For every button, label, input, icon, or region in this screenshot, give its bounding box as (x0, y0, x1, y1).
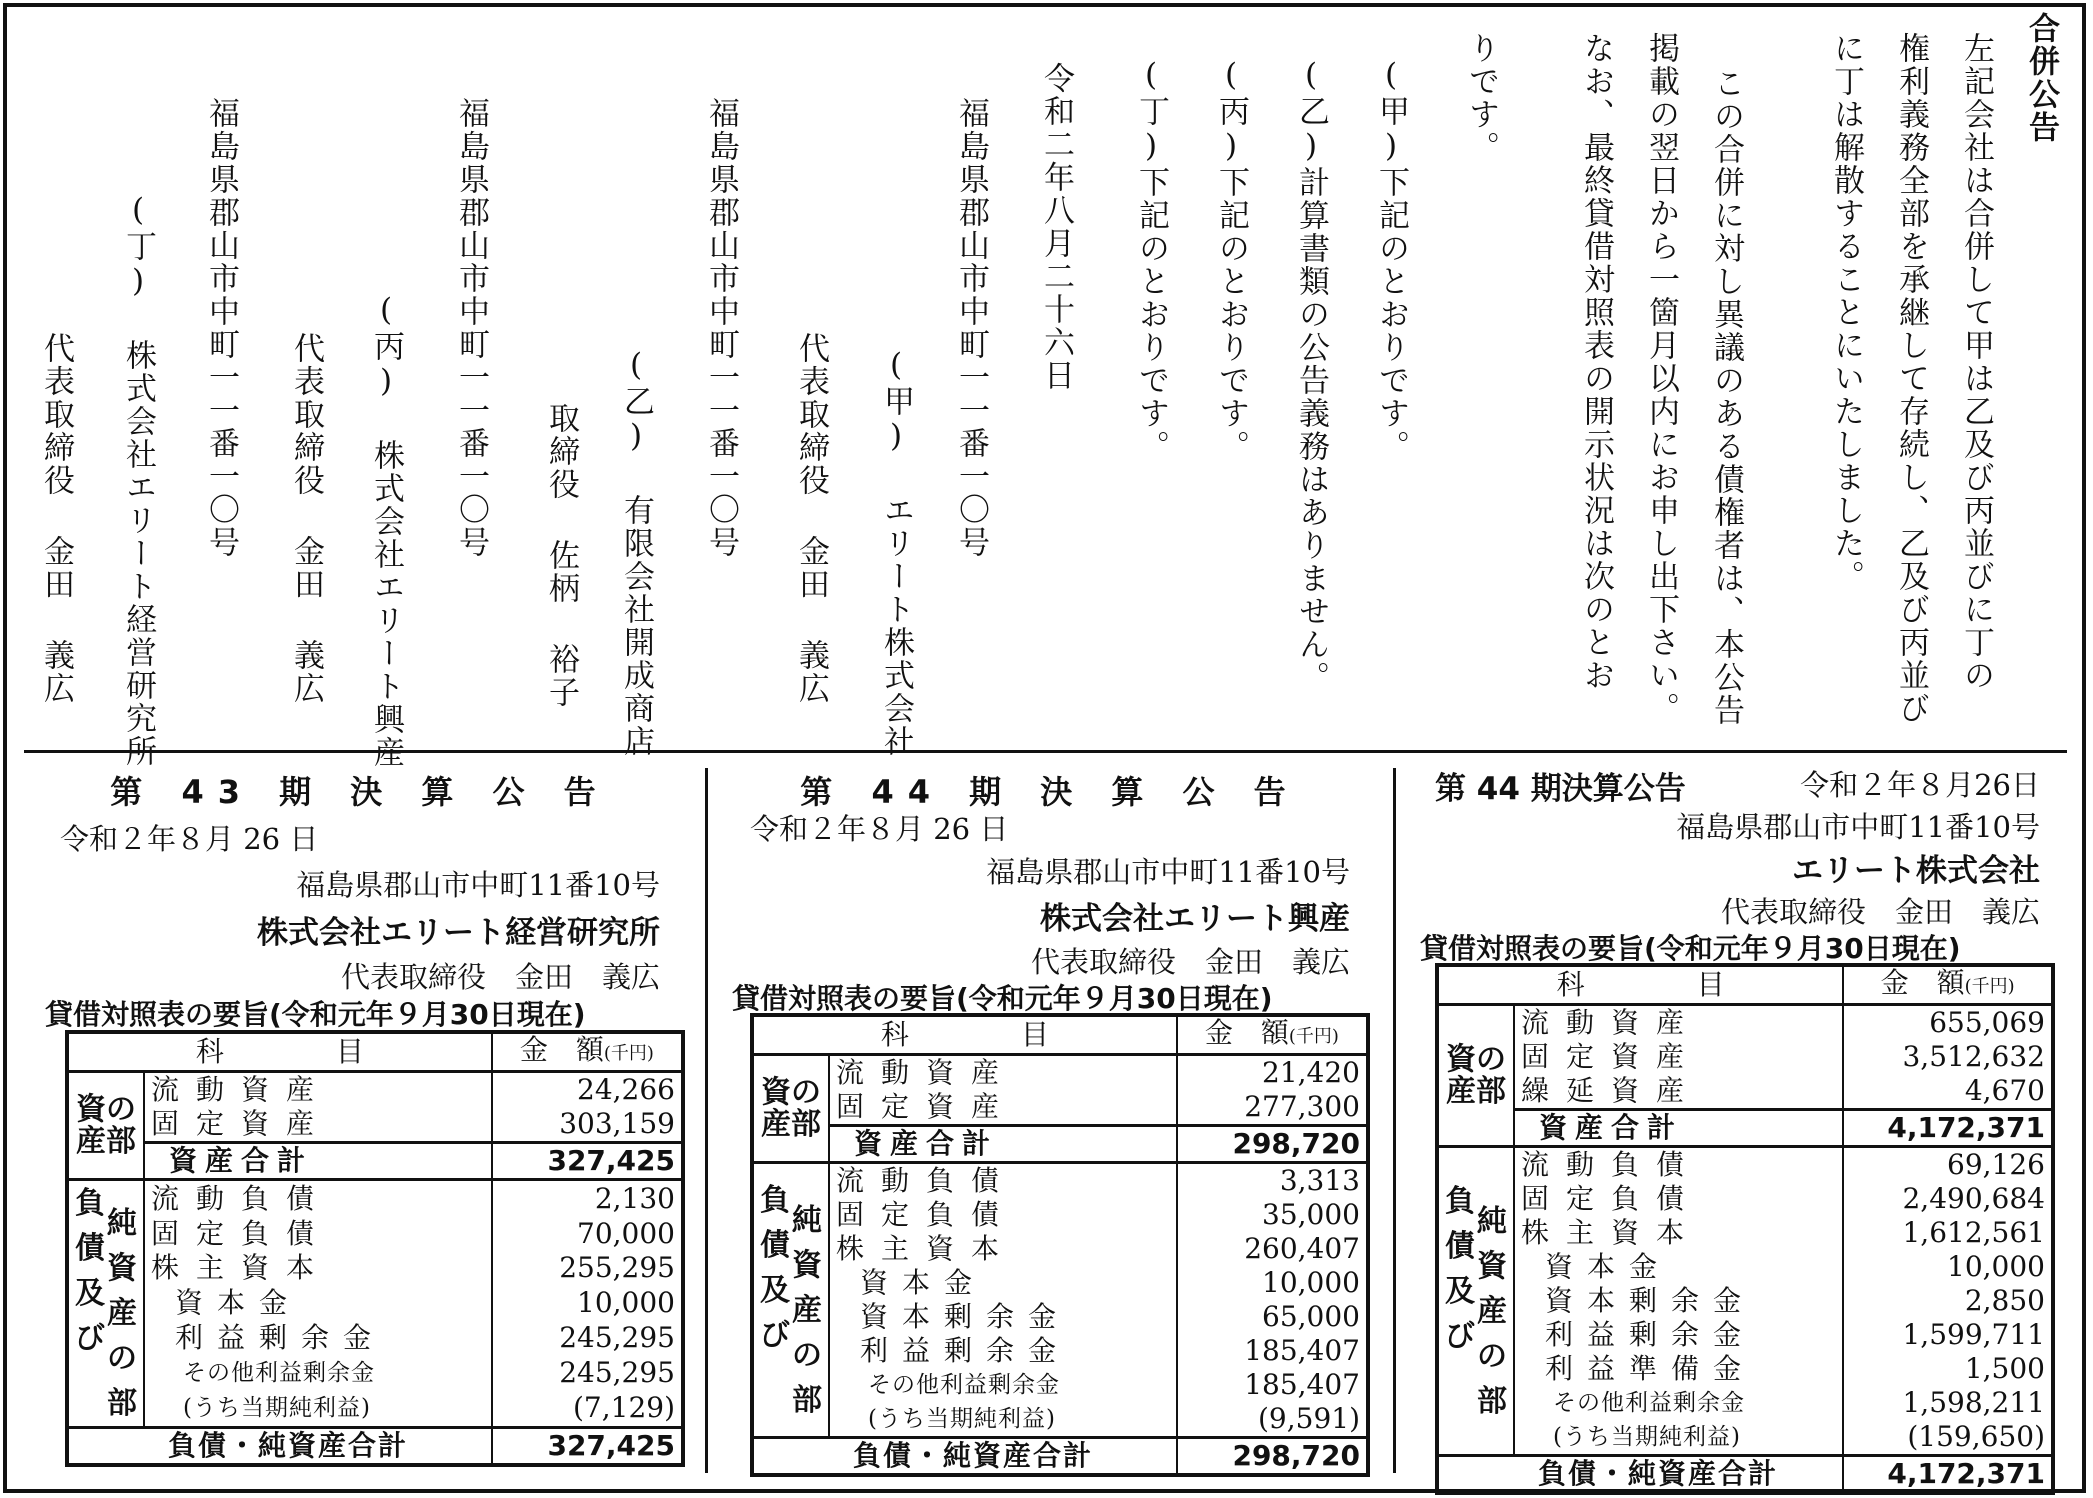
party-name: (甲) エリート株式会社 (878, 347, 914, 758)
table-row (67, 1391, 683, 1428)
row-value: (159,650) (1843, 1420, 2053, 1456)
table-row (752, 1266, 1368, 1300)
notice-line: この合併に対し異議のある債権者は、本公告 (1708, 67, 1744, 727)
table-row (1437, 1420, 2053, 1456)
table-row (752, 1300, 1368, 1334)
row-label: 繰延資産 (1521, 1074, 1702, 1107)
asset-total-row (752, 1126, 1368, 1163)
liability-label-a: 負債及び (1445, 1183, 1475, 1354)
row-label: 負債・純資産合計 (144, 1428, 492, 1466)
balance-sheet-table (750, 1013, 1370, 1477)
grand-total-row (67, 1428, 683, 1466)
notice-line: に丁は解散することにいたしました。 (1828, 32, 1864, 593)
party-rep: 代表取締役 金田 義広 (38, 332, 74, 705)
panel-title: 第 44 期決算公告 (1435, 771, 1686, 807)
row-value: 2,130 (492, 1180, 683, 1217)
header-amount-col (1177, 1015, 1368, 1055)
header-amount-label: 金 額 (1204, 1016, 1289, 1049)
header-unit-label: (千円) (1288, 1026, 1339, 1047)
table-row (1437, 1147, 2053, 1183)
row-spacer (752, 1438, 829, 1476)
asset-section-label: 資の産部 (67, 1072, 144, 1180)
panel-subtitle: 貸借対照表の要旨(令和元年９月30日現在) (45, 998, 586, 1031)
row-value: 4,670 (1843, 1074, 2053, 1110)
row-value: 1,500 (1843, 1352, 2053, 1386)
row-value: 327,425 (492, 1143, 683, 1180)
liability-label-a: 負債及び (760, 1182, 790, 1353)
party-name: (丁) 株式会社エリート経営研究所 (120, 192, 156, 768)
row-label: (うち当期純利益) (183, 1395, 371, 1422)
row-value: (9,591) (1177, 1402, 1368, 1438)
row-label: 流動資産 (1514, 1005, 1843, 1041)
row-label: 利益剰余金 (1545, 1318, 1756, 1351)
row-label: 資産合計 (829, 1126, 1177, 1163)
notice-line: (乙)計算書類の公告義務はありません。 (1293, 57, 1329, 694)
row-label: 株主資本 (1521, 1216, 1702, 1249)
table-row (752, 1232, 1368, 1266)
row-value: 4,172,371 (1843, 1456, 2053, 1494)
row-value: 35,000 (1177, 1198, 1368, 1232)
table-header-row (1437, 965, 2053, 1005)
asset-total-row (67, 1143, 683, 1180)
asset-section-label: 資の産部 (1437, 1005, 1514, 1147)
row-label: 固定資産 (1521, 1040, 1702, 1073)
grand-total-row (1437, 1456, 2053, 1494)
panel-rep: 代表取締役 金田 義広 (340, 960, 660, 994)
header-amount-col (492, 1032, 683, 1072)
row-value: 255,295 (492, 1251, 683, 1286)
table-header-row (752, 1015, 1368, 1055)
table-header-row (67, 1032, 683, 1072)
section-divider (24, 750, 2067, 753)
panel-rep: 代表取締役 金田 義広 (1720, 895, 2040, 929)
table-row (67, 1072, 683, 1108)
table-row (67, 1286, 683, 1321)
row-value: 298,720 (1177, 1438, 1368, 1476)
row-label: 資本金 (175, 1286, 302, 1320)
asset-section-label: 資の産部 (752, 1055, 829, 1163)
party-address: 福島県郡山市中町一一番一〇号 (703, 97, 739, 559)
settlement-panel-44-elite (1410, 755, 2070, 1490)
party-address: 福島県郡山市中町一一番一〇号 (453, 97, 489, 559)
row-value: 185,407 (1177, 1368, 1368, 1402)
table-row (67, 1216, 683, 1251)
row-value: 65,000 (1177, 1300, 1368, 1334)
table-row (752, 1198, 1368, 1232)
notice-date: 令和二年八月二十六日 (1038, 62, 1074, 392)
header-amount-col (1843, 965, 2053, 1005)
row-value: 1,612,561 (1843, 1216, 2053, 1250)
panel-date: 令和２年８月26日 (1800, 768, 2040, 802)
row-label: 利益剰余金 (860, 1334, 1071, 1367)
row-value: 245,295 (492, 1356, 683, 1391)
table-row (1437, 1284, 2053, 1318)
row-label: 流動資産 (144, 1072, 492, 1108)
table-row (1437, 1040, 2053, 1074)
table-row (752, 1163, 1368, 1199)
row-label: 資本金 (1545, 1250, 1672, 1283)
row-label: 資本剰余金 (1545, 1284, 1756, 1317)
row-value: 1,599,711 (1843, 1318, 2053, 1352)
table-row (67, 1321, 683, 1356)
table-row (67, 1251, 683, 1286)
row-value: 4,172,371 (1843, 1110, 2053, 1147)
row-value: 10,000 (1177, 1266, 1368, 1300)
row-spacer (67, 1428, 144, 1466)
party-address: 福島県郡山市中町一一番一〇号 (953, 97, 989, 559)
header-item-col: 科 目 (1437, 965, 1843, 1005)
party-rep: 代表取締役 金田 義広 (288, 332, 324, 705)
header-unit-label: (千円) (1964, 976, 2015, 997)
panel-company: エリート株式会社 (1792, 853, 2040, 889)
merger-notice (10, 12, 2070, 769)
table-row (752, 1368, 1368, 1402)
row-value: 1,598,211 (1843, 1386, 2053, 1420)
party-rep: 代表取締役 金田 義広 (793, 332, 829, 705)
row-value: 327,425 (492, 1428, 683, 1466)
header-item-col: 科 目 (752, 1015, 1177, 1055)
table-row (1437, 1386, 2053, 1420)
row-label: 負債・純資産合計 (1514, 1456, 1843, 1494)
row-label: 資本金 (860, 1266, 987, 1299)
table-row (1437, 1216, 2053, 1250)
notice-line: なお、最終貸借対照表の開示状況は次のとお (1578, 32, 1614, 692)
header-unit-label: (千円) (603, 1043, 654, 1064)
table-row (1437, 1182, 2053, 1216)
panel-title: 第 43 期 決 算 公 告 (110, 773, 610, 811)
liability-section-label (1437, 1147, 1514, 1456)
table-row (1437, 1074, 2053, 1110)
balance-sheet-table (65, 1030, 685, 1467)
panel-company: 株式会社エリート経営研究所 (257, 915, 660, 951)
panel-title: 第 44 期 決 算 公 告 (800, 773, 1300, 811)
row-label: 利益準備金 (1545, 1352, 1756, 1385)
row-label: 固定負債 (151, 1216, 332, 1250)
settlement-panel-44-kosan (720, 755, 1380, 1475)
asset-total-row (1437, 1110, 2053, 1147)
row-value: 10,000 (492, 1286, 683, 1321)
row-label: 流動負債 (144, 1180, 492, 1217)
panel-address: 福島県郡山市中町11番10号 (986, 855, 1350, 889)
row-label: 負債・純資産合計 (829, 1438, 1177, 1476)
row-label: その他利益剰余金 (183, 1360, 375, 1387)
row-value: 69,126 (1843, 1147, 2053, 1183)
panel-date: 令和２年８月 26 日 (750, 812, 1009, 846)
row-value: 655,069 (1843, 1005, 2053, 1041)
panel-address: 福島県郡山市中町11番10号 (1676, 810, 2040, 844)
table-row (67, 1107, 683, 1143)
row-label: 株主資本 (151, 1251, 332, 1285)
row-label: 株主資本 (836, 1232, 1017, 1265)
row-label: 固定資産 (836, 1090, 1017, 1123)
row-value: 2,490,684 (1843, 1182, 2053, 1216)
table-row (67, 1356, 683, 1391)
row-value: 185,407 (1177, 1334, 1368, 1368)
notice-line: 左記会社は合併して甲は乙及び丙並びに丁の (1958, 32, 1994, 692)
header-amount-label: 金 額 (1880, 966, 1965, 999)
liability-label-a: 負債及び (75, 1186, 105, 1356)
row-value: 70,000 (492, 1216, 683, 1251)
table-row (752, 1402, 1368, 1438)
row-value: 3,512,632 (1843, 1040, 2053, 1074)
row-label: (うち当期純利益) (868, 1406, 1056, 1432)
row-value: 2,850 (1843, 1284, 2053, 1318)
notice-line: 権利義務全部を承継して存続し、乙及び丙並び (1893, 32, 1929, 725)
row-label: 利益剰余金 (175, 1321, 386, 1355)
party-name: (乙) 有限会社開成商店 (618, 347, 654, 758)
settlement-panel-43 (30, 755, 690, 1475)
row-value: 10,000 (1843, 1250, 2053, 1284)
notice-line: 掲載の翌日から一箇月以内にお申し出下さい。 (1643, 32, 1679, 725)
row-label: (うち当期純利益) (1553, 1424, 1741, 1450)
row-label: その他利益剰余金 (1553, 1390, 1745, 1416)
grand-total-row (752, 1438, 1368, 1476)
liability-section-label (67, 1180, 144, 1428)
row-label: 流動負債 (829, 1163, 1177, 1199)
notice-line: りです。 (1463, 32, 1499, 164)
table-row (1437, 1318, 2053, 1352)
row-value: 298,720 (1177, 1126, 1368, 1163)
row-value: 260,407 (1177, 1232, 1368, 1266)
row-label: 資本剰余金 (860, 1300, 1071, 1333)
row-value: 245,295 (492, 1321, 683, 1356)
row-label: 固定負債 (836, 1198, 1017, 1231)
table-row (67, 1180, 683, 1217)
header-amount-label: 金 額 (519, 1033, 604, 1066)
row-spacer (1437, 1456, 1514, 1494)
notice-line: (甲)下記のとおりです。 (1373, 57, 1409, 463)
row-value: 21,420 (1177, 1055, 1368, 1091)
panel-address: 福島県郡山市中町11番10号 (296, 868, 660, 902)
row-value: 303,159 (492, 1107, 683, 1143)
notice-line: (丁)下記のとおりです。 (1133, 57, 1169, 463)
liability-label-b: 純資産の部 (792, 1202, 822, 1418)
header-item-col: 科 目 (67, 1032, 492, 1072)
row-label: 流動資産 (829, 1055, 1177, 1091)
row-value: 277,300 (1177, 1090, 1368, 1126)
row-label: 固定資産 (151, 1107, 332, 1140)
panel-rep: 代表取締役 金田 義広 (1030, 945, 1350, 979)
party-address: 福島県郡山市中町一一番一〇号 (203, 97, 239, 559)
table-row (1437, 1250, 2053, 1284)
panel-divider (1393, 768, 1396, 1473)
row-value: (7,129) (492, 1391, 683, 1428)
row-value: 3,313 (1177, 1163, 1368, 1199)
table-row (1437, 1352, 2053, 1386)
table-row (752, 1055, 1368, 1091)
row-label: 資産合計 (1514, 1110, 1843, 1147)
panel-subtitle: 貸借対照表の要旨(令和元年９月30日現在) (732, 982, 1273, 1015)
table-row (752, 1334, 1368, 1368)
panel-date: 令和２年８月 26 日 (60, 822, 319, 856)
liability-label-b: 純資産の部 (107, 1206, 137, 1421)
panel-divider (705, 768, 708, 1473)
row-value: 24,266 (492, 1072, 683, 1108)
row-label: 流動負債 (1514, 1147, 1843, 1183)
notice-title: 合併公告 (2023, 12, 2059, 144)
table-row (752, 1090, 1368, 1126)
panel-subtitle: 貸借対照表の要旨(令和元年９月30日現在) (1420, 932, 1961, 965)
table-row (1437, 1005, 2053, 1041)
liability-section-label (752, 1163, 829, 1438)
panel-company: 株式会社エリート興産 (1040, 901, 1350, 937)
party-rep: 取締役 佐柄 裕子 (543, 402, 579, 709)
row-label: 固定負債 (1521, 1182, 1702, 1215)
row-label: その他利益剰余金 (868, 1372, 1060, 1398)
balance-sheet-table (1435, 963, 2055, 1495)
row-label: 資産合計 (144, 1143, 492, 1180)
liability-label-b: 純資産の部 (1477, 1203, 1507, 1419)
notice-line: (丙)下記のとおりです。 (1213, 57, 1249, 463)
party-name: (丙) 株式会社エリート興産 (368, 292, 404, 769)
